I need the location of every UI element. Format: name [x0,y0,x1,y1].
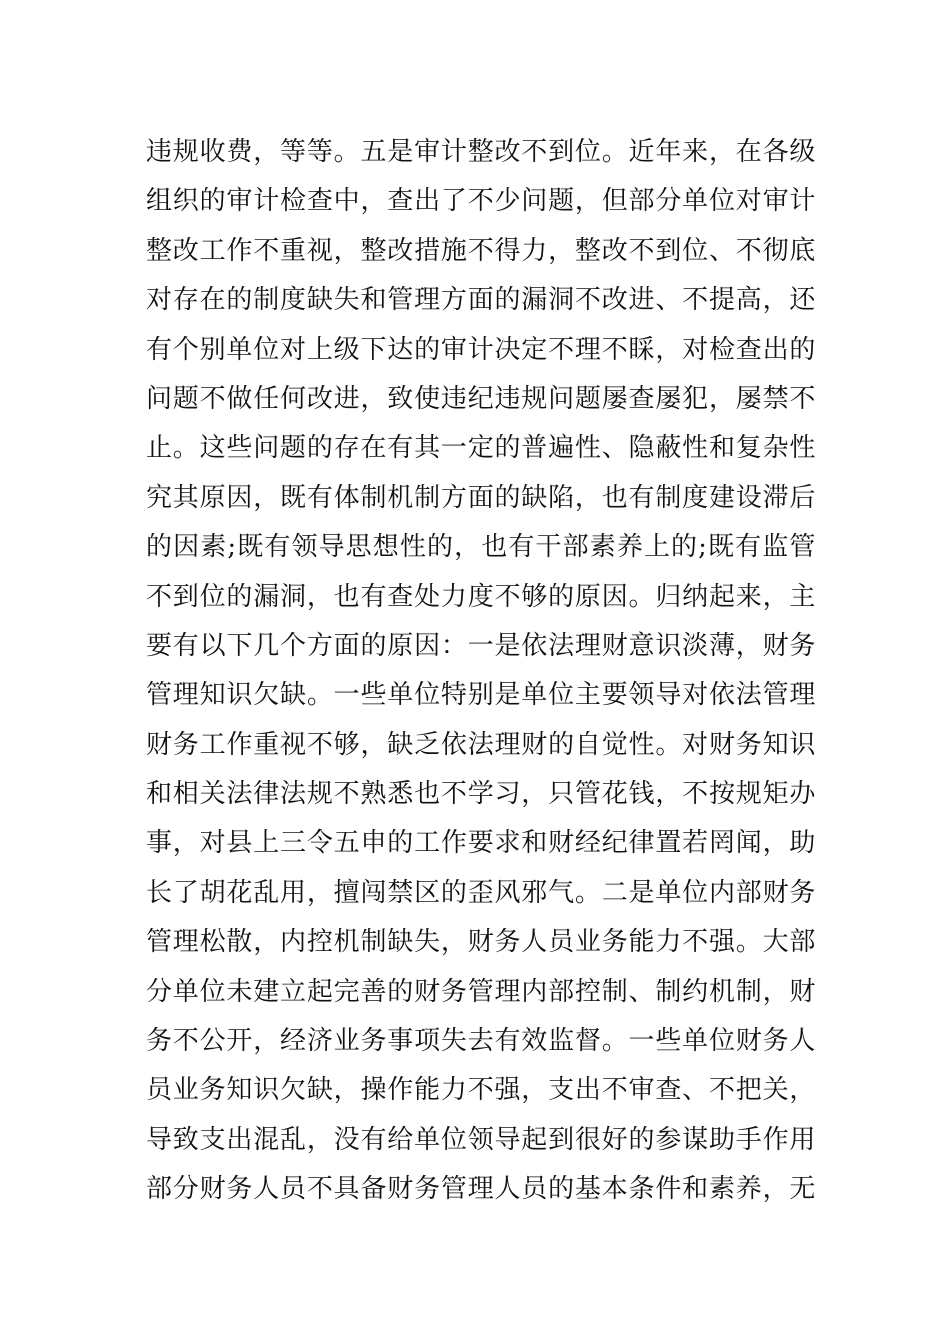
text-line-18: 分单位未建立起完善的财务管理内部控制、制约机制，财 [146,976,816,1007]
text-line-11: 要有以下几个方面的原因：一是依法理财意识淡薄，财务 [146,630,816,661]
text-line-21: 导致支出混乱，没有给单位领导起到很好的参谋助手作用 [146,1124,816,1155]
text-line-7: 止。这些问题的存在有其一定的普遍性、隐蔽性和复杂性 [146,433,816,464]
text-line-2: 组织的审计检查中，查出了不少问题，但部分单位对审计 [146,186,816,217]
text-line-3: 整改工作不重视，整改措施不得力，整改不到位、不彻底 [146,235,816,266]
body-text [146,128,816,1215]
text-line-9: 的因素;既有领导思想性的，也有干部素养上的;既有监管 [146,532,816,563]
text-line-13: 财务工作重视不够，缺乏依法理财的自觉性。对财务知识 [146,729,816,760]
text-line-15: 事，对县上三令五申的工作要求和财经纪律置若罔闻，助 [146,828,816,859]
text-line-8: 究其原因，既有体制机制方面的缺陷，也有制度建设滞后 [146,482,816,513]
text-line-22: 部分财务人员不具备财务管理人员的基本条件和素养，无 [146,1174,816,1205]
text-line-6: 问题不做任何改进，致使违纪违规问题屡查屡犯，屡禁不 [146,383,816,414]
text-line-14: 和相关法律法规不熟悉也不学习，只管花钱，不按规矩办 [146,779,816,810]
text-line-4: 对存在的制度缺失和管理方面的漏洞不改进、不提高，还 [146,285,816,316]
text-line-16: 长了胡花乱用，擅闯禁区的歪风邪气。二是单位内部财务 [146,877,816,908]
text-line-5: 有个别单位对上级下达的审计决定不理不睬，对检查出的 [146,334,816,365]
text-line-20: 员业务知识欠缺，操作能力不强，支出不审查、不把关， [146,1075,816,1106]
text-line-12: 管理知识欠缺。一些单位特别是单位主要领导对依法管理 [146,680,816,711]
text-line-1: 违规收费，等等。五是审计整改不到位。近年来，在各级 [146,137,816,167]
text-line-17: 管理松散，内控机制缺失，财务人员业务能力不强。大部 [146,927,816,958]
text-line-10: 不到位的漏洞，也有查处力度不够的原因。归纳起来，主 [146,581,816,612]
text-line-19: 务不公开，经济业务事项失去有效监督。一些单位财务人 [146,1026,816,1057]
